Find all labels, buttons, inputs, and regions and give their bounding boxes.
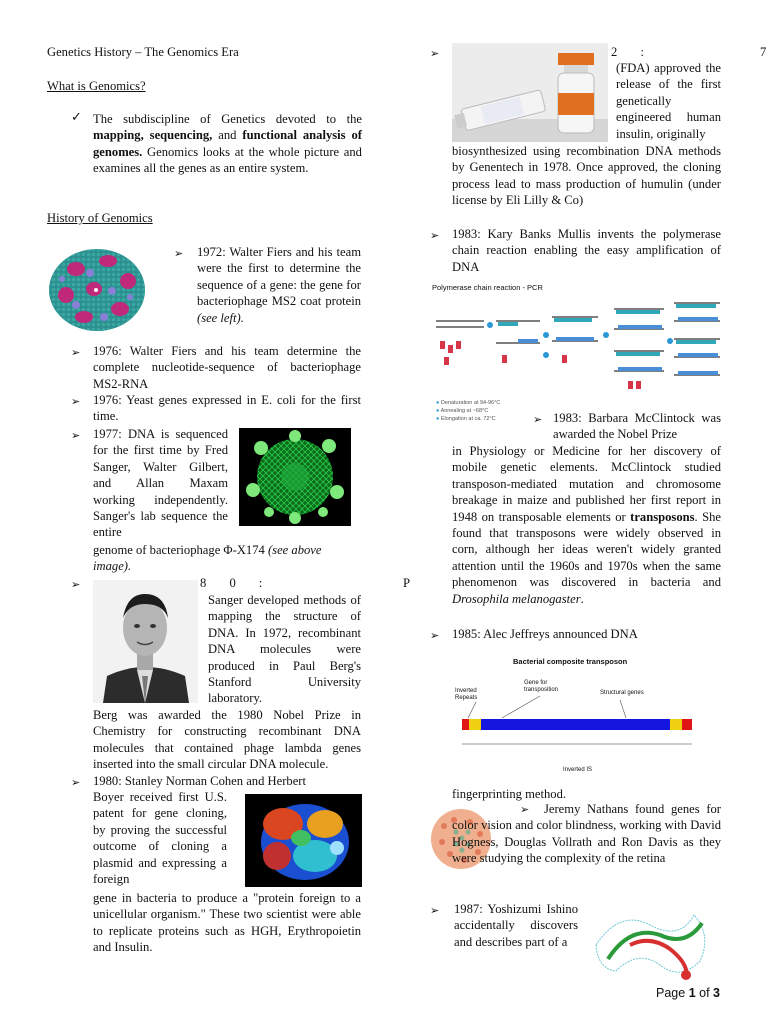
pcr-title: Polymerase chain reaction - PCR (432, 283, 543, 292)
genomics-definition: The subdiscipline of Genetics devoted to the mapping, sequencing, and functional analysis of genomes. Genomics looks at the whole picture and examines all the genes as an entire system. (93, 112, 362, 176)
event-1982-heading: 2 : (611, 45, 644, 59)
event-1980-heading: 8 0 : (200, 576, 263, 590)
arrow-bullet-icon: ➢ (430, 629, 440, 642)
event-1982-side: (FDA) approved the release of the first genetically engineered human insulin, originally (616, 61, 721, 141)
transposon-diagram (440, 652, 722, 780)
event-1980-cohen-boyer: 1980: Stanley Norman Cohen and Herbert (93, 774, 306, 788)
arrow-bullet-icon: ➢ (533, 413, 543, 426)
label-structural-genes: Structural genes (600, 690, 644, 696)
crispr-protein-image (590, 905, 720, 983)
stray-letter: P (403, 576, 411, 590)
stray-letter: 7 (760, 45, 767, 59)
arrow-bullet-icon: ➢ (71, 429, 81, 442)
arrow-bullet-icon: ➢ (71, 395, 81, 408)
arrow-bullet-icon: ➢ (71, 776, 81, 789)
arrow-bullet-icon: ➢ (430, 904, 440, 917)
pcr-legend: ● Denaturation at 94-96°C ● Annealing at ~68°C ● Elongation at ca. 72°C (436, 400, 501, 422)
transposon-title: Bacterial composite transposon (513, 657, 628, 666)
label-inverted-repeats: Inverted Repeats (455, 688, 478, 701)
heading-history-of-genomics: History of Genomics (47, 211, 153, 225)
event-1985: 1985: Alec Jeffreys announced DNA (452, 627, 638, 641)
event-1982-humulin: biosynthesized using recombination DNA methods by Genentech in 1978. Once approved, the cloning process lead to mass production of humulin (under license by Eli Lilly & Co) (452, 144, 721, 208)
event-1983-mcclintock: in Physiology or Medicine for her discovery of mobile genetic elements. McClintock studied transposon-mediated mutation and chromosome breakage in maize and published her first report in 1948 on transposable elements or transposons. She found that transposons were widely observed in corn, although her ideas weren't widely granted attention until the 1960s and 1970s when the same phenomenon was discovered in bacteria and Drosophila melanogaster. (452, 444, 721, 606)
label-inverted-is: Inverted IS (563, 767, 593, 773)
event-1980-sanger-side: Sanger developed methods of mapping the structure of DNA. In 1972, recombinant DNA molecules were produced in Paul Berg's Stanford University laboratory. (208, 593, 361, 706)
phix174-image (239, 428, 351, 526)
event-1980-cohen-boyer-side: Boyer received first U.S. patent for gene cloning, by proving the successful outcome of cloning a plasmid and expressing a foreign (93, 790, 227, 887)
page-title: Genetics History – The Genomics Era (47, 45, 239, 59)
event-1980-cohen-boyer-continued: gene in bacteria to produce a "protein foreign to a unicellular organism." These two scientist were able to replicate proteins such as HGH, Erythropoietin and Insulin. (93, 891, 361, 955)
arrow-bullet-icon: ➢ (71, 346, 81, 359)
event-1987: 1987: Yoshizumi Ishino accidentally discovers and describes part of a (454, 902, 578, 949)
page-number: Page 1 of 3 (656, 986, 720, 1000)
check-bullet-icon: ✓ (71, 110, 82, 125)
transposon-bar (440, 652, 722, 780)
protein-structure-image (245, 794, 362, 887)
event-nathans: Jeremy Nathans found genes for color vision and color blindness, working with David Hogness, Douglas Vollrath and Ron Davis as they were studying the complexity of the retina (452, 802, 721, 866)
pcr-diagram (432, 283, 722, 428)
event-1977: 1977: DNA is sequenced for the first time by Fred Sanger, Walter Gilbert, and Allan Maxam working independently. Sanger's lab sequence the entire (93, 427, 228, 540)
insulin-vials-image (452, 43, 608, 142)
arrow-bullet-icon: ➢ (71, 578, 81, 591)
event-1983-mcclintock-heading: 1983: Barbara McClintock was awarded the Nobel Prize (553, 411, 721, 442)
label-transposition-gene: Gene for transposition (524, 680, 559, 693)
arrow-bullet-icon: ➢ (430, 229, 440, 242)
pcr-strands (432, 295, 722, 391)
event-1980-berg: Berg was awarded the 1980 Nobel Prize in Chemistry for constructing recombinant DNA molecules that contained phage lambda genes inserted into the small circular DNA molecule. (93, 708, 361, 772)
event-1983-pcr: 1983: Kary Banks Mullis invents the polymerase chain reaction enabling the easy amplification of DNA (452, 227, 721, 274)
heading-what-is-genomics: What is Genomics? (47, 79, 146, 93)
event-1977-continued: genome of bacteriophage Φ-X174 (see above image). (93, 543, 322, 574)
event-1985-continued: fingerprinting method. (452, 787, 567, 801)
event-1976-yeast: 1976: Yeast genes expressed in E. coli for the first time. (93, 393, 361, 424)
event-1976-ms2: 1976: Walter Fiers and his team determine the complete nucleotide-sequence of bacteriophage MS2-RNA (93, 344, 361, 391)
arrow-bullet-icon: ➢ (174, 247, 184, 260)
event-1972: 1972: Walter Fiers and his team were the first to determine the sequence of a gene: the gene for bacteriophage MS2 coat protein (see left). (197, 245, 361, 325)
arrow-bullet-icon: ➢ (520, 803, 530, 816)
sanger-portrait (93, 580, 198, 703)
arrow-bullet-icon: ➢ (430, 47, 440, 60)
ms2-virus-image (46, 247, 148, 333)
